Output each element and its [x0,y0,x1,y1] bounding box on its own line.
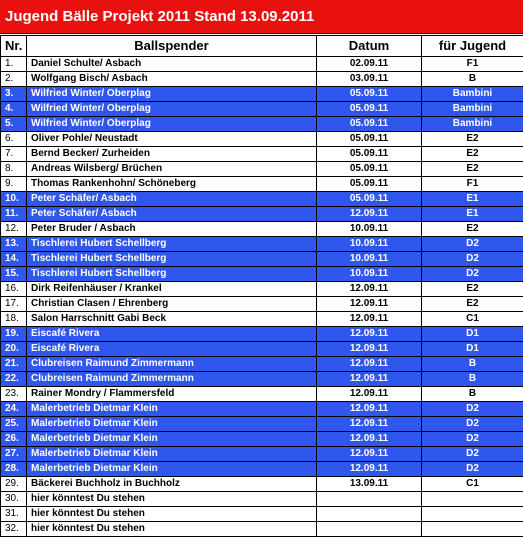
cell-ballspender[interactable]: Wilfried Winter/ Oberplag [27,87,317,102]
cell-jugend[interactable]: F1 [422,57,523,72]
cell-ballspender[interactable]: Daniel Schulte/ Asbach [27,57,317,72]
cell-datum[interactable]: 05.09.11 [317,147,422,162]
cell-datum[interactable]: 10.09.11 [317,252,422,267]
cell-jugend[interactable]: E2 [422,222,523,237]
cell-ballspender[interactable]: hier könntest Du stehen [27,522,317,537]
table-body [1,57,523,537]
cell-datum[interactable]: 12.09.11 [317,342,422,357]
cell-jugend[interactable]: Bambini [422,87,523,102]
table-row[interactable] [1,297,523,312]
cell-jugend[interactable]: D2 [422,237,523,252]
cell-nr[interactable]: 5. [1,117,27,132]
cell-datum[interactable]: 10.09.11 [317,222,422,237]
table-row[interactable] [1,87,523,102]
cell-ballspender[interactable]: Peter Bruder / Asbach [27,222,317,237]
cell-ballspender[interactable]: Salon Harrschnitt Gabi Beck [27,312,317,327]
cell-jugend[interactable] [422,492,523,507]
cell-nr[interactable]: 10. [1,192,27,207]
table-row[interactable] [1,192,523,207]
cell-datum[interactable]: 05.09.11 [317,162,422,177]
table-row[interactable] [1,147,523,162]
cell-jugend[interactable]: D2 [422,267,523,282]
cell-nr[interactable]: 18. [1,312,27,327]
cell-jugend[interactable]: Bambini [422,102,523,117]
cell-nr[interactable]: 16. [1,282,27,297]
cell-datum[interactable]: 12.09.11 [317,417,422,432]
table-row[interactable] [1,237,523,252]
cell-ballspender[interactable]: Andreas Wilsberg/ Brüchen [27,162,317,177]
cell-ballspender[interactable]: Eiscafé Rivera [27,327,317,342]
cell-datum[interactable] [317,522,422,537]
cell-jugend[interactable]: B [422,72,523,87]
cell-nr[interactable]: 30. [1,492,27,507]
cell-nr[interactable]: 31. [1,507,27,522]
table-row[interactable] [1,402,523,417]
cell-ballspender[interactable]: Eiscafé Rivera [27,342,317,357]
cell-ballspender[interactable]: Tischlerei Hubert Schellberg [27,267,317,282]
table-row[interactable] [1,342,523,357]
cell-ballspender[interactable]: Clubreisen Raimund Zimmermann [27,357,317,372]
cell-ballspender[interactable]: Clubreisen Raimund Zimmermann [27,372,317,387]
cell-jugend[interactable]: B [422,357,523,372]
table-row[interactable] [1,327,523,342]
cell-nr[interactable]: 22. [1,372,27,387]
cell-ballspender[interactable]: Peter Schäfer/ Asbach [27,207,317,222]
cell-datum[interactable]: 10.09.11 [317,267,422,282]
cell-ballspender[interactable]: Thomas Rankenhohn/ Schöneberg [27,177,317,192]
cell-datum[interactable]: 12.09.11 [317,387,422,402]
cell-jugend[interactable]: D2 [422,447,523,462]
cell-jugend[interactable]: D1 [422,342,523,357]
cell-nr[interactable]: 26. [1,432,27,447]
cell-nr[interactable]: 11. [1,207,27,222]
cell-nr[interactable]: 2. [1,72,27,87]
header-datum[interactable]: Datum [317,36,422,57]
cell-jugend[interactable]: D1 [422,327,523,342]
table-row[interactable] [1,207,523,222]
table-row[interactable] [1,267,523,282]
cell-datum[interactable]: 12.09.11 [317,297,422,312]
cell-nr[interactable]: 19. [1,327,27,342]
cell-ballspender[interactable]: Rainer Mondry / Flammersfeld [27,387,317,402]
cell-nr[interactable]: 8. [1,162,27,177]
cell-jugend[interactable]: D2 [422,402,523,417]
cell-jugend[interactable]: D2 [422,432,523,447]
cell-datum[interactable]: 12.09.11 [317,207,422,222]
cell-jugend[interactable]: B [422,372,523,387]
table-row[interactable] [1,177,523,192]
cell-jugend[interactable]: E2 [422,147,523,162]
cell-ballspender[interactable]: hier könntest Du stehen [27,492,317,507]
cell-jugend[interactable]: E2 [422,282,523,297]
cell-datum[interactable] [317,507,422,522]
cell-datum[interactable]: 12.09.11 [317,327,422,342]
table-row[interactable] [1,417,523,432]
cell-datum[interactable]: 05.09.11 [317,102,422,117]
table-row[interactable] [1,492,523,507]
cell-datum[interactable] [317,492,422,507]
cell-jugend[interactable] [422,507,523,522]
cell-nr[interactable]: 13. [1,237,27,252]
cell-ballspender[interactable]: Bernd Becker/ Zurheiden [27,147,317,162]
cell-nr[interactable]: 24. [1,402,27,417]
cell-nr[interactable]: 12. [1,222,27,237]
cell-datum[interactable]: 05.09.11 [317,117,422,132]
cell-ballspender[interactable]: Bäckerei Buchholz in Buchholz [27,477,317,492]
cell-ballspender[interactable]: Tischlerei Hubert Schellberg [27,237,317,252]
cell-jugend[interactable]: C1 [422,477,523,492]
cell-nr[interactable]: 27. [1,447,27,462]
donor-table [0,35,523,537]
cell-datum[interactable]: 12.09.11 [317,282,422,297]
cell-datum[interactable]: 05.09.11 [317,177,422,192]
cell-nr[interactable]: 20. [1,342,27,357]
table-row[interactable] [1,132,523,147]
table-row[interactable] [1,312,523,327]
cell-nr[interactable]: 32. [1,522,27,537]
table-row[interactable] [1,387,523,402]
cell-ballspender[interactable]: hier könntest Du stehen [27,507,317,522]
table-row[interactable] [1,462,523,477]
cell-jugend[interactable]: E1 [422,207,523,222]
cell-ballspender[interactable]: Wolfgang Bisch/ Asbach [27,72,317,87]
cell-jugend[interactable]: E2 [422,162,523,177]
cell-ballspender[interactable]: Malerbetrieb Dietmar Klein [27,462,317,477]
cell-nr[interactable]: 21. [1,357,27,372]
cell-ballspender[interactable]: Wilfried Winter/ Oberplag [27,102,317,117]
cell-ballspender[interactable]: Wilfried Winter/ Oberplag [27,117,317,132]
table-row[interactable] [1,507,523,522]
cell-datum[interactable]: 10.09.11 [317,237,422,252]
table-row[interactable] [1,522,523,537]
cell-ballspender[interactable]: Peter Schäfer/ Asbach [27,192,317,207]
cell-ballspender[interactable]: Dirk Reifenhäuser / Krankel [27,282,317,297]
cell-nr[interactable]: 25. [1,417,27,432]
cell-datum[interactable]: 12.09.11 [317,372,422,387]
table-row[interactable] [1,222,523,237]
header-row [1,36,523,57]
cell-datum[interactable]: 12.09.11 [317,312,422,327]
cell-nr[interactable]: 9. [1,177,27,192]
cell-ballspender[interactable]: Malerbetrieb Dietmar Klein [27,432,317,447]
cell-nr[interactable]: 4. [1,102,27,117]
cell-nr[interactable]: 14. [1,252,27,267]
table-row[interactable] [1,72,523,87]
cell-nr[interactable]: 6. [1,132,27,147]
cell-datum[interactable]: 03.09.11 [317,72,422,87]
cell-ballspender[interactable]: Malerbetrieb Dietmar Klein [27,402,317,417]
table-row[interactable] [1,432,523,447]
cell-jugend[interactable]: E1 [422,192,523,207]
table-row[interactable] [1,357,523,372]
cell-jugend[interactable]: D2 [422,417,523,432]
cell-datum[interactable]: 12.09.11 [317,462,422,477]
cell-jugend[interactable]: C1 [422,312,523,327]
cell-ballspender[interactable]: Oliver Pohle/ Neustadt [27,132,317,147]
cell-nr[interactable]: 28. [1,462,27,477]
cell-ballspender[interactable]: Malerbetrieb Dietmar Klein [27,417,317,432]
cell-datum[interactable]: 12.09.11 [317,402,422,417]
cell-datum[interactable]: 12.09.11 [317,447,422,462]
cell-jugend[interactable]: B [422,387,523,402]
cell-datum[interactable]: 05.09.11 [317,192,422,207]
header-jugend[interactable]: für Jugend [422,36,523,57]
table-row[interactable] [1,117,523,132]
cell-nr[interactable]: 17. [1,297,27,312]
cell-datum[interactable]: 13.09.11 [317,477,422,492]
cell-ballspender[interactable]: Tischlerei Hubert Schellberg [27,252,317,267]
cell-jugend[interactable] [422,522,523,537]
cell-jugend[interactable]: F1 [422,177,523,192]
cell-jugend[interactable]: Bambini [422,117,523,132]
table-row[interactable] [1,252,523,267]
cell-nr[interactable]: 7. [1,147,27,162]
cell-jugend[interactable]: E2 [422,297,523,312]
cell-ballspender[interactable]: Christian Clasen / Ehrenberg [27,297,317,312]
table-row[interactable] [1,477,523,492]
cell-nr[interactable]: 3. [1,87,27,102]
header-ballspender[interactable]: Ballspender [27,36,317,57]
table-row[interactable] [1,447,523,462]
cell-nr[interactable]: 1. [1,57,27,72]
header-nr[interactable]: Nr. [1,36,27,57]
cell-datum[interactable]: 12.09.11 [317,432,422,447]
table-row[interactable] [1,282,523,297]
table-row[interactable] [1,57,523,72]
cell-nr[interactable]: 23. [1,387,27,402]
cell-jugend[interactable]: E2 [422,132,523,147]
table-row[interactable] [1,102,523,117]
cell-jugend[interactable]: D2 [422,252,523,267]
cell-nr[interactable]: 29. [1,477,27,492]
sheet-title: Jugend Bälle Projekt 2011 Stand 13.09.2011 [0,0,523,34]
cell-jugend[interactable]: D2 [422,462,523,477]
cell-datum[interactable]: 05.09.11 [317,132,422,147]
cell-datum[interactable]: 12.09.11 [317,357,422,372]
cell-ballspender[interactable]: Malerbetrieb Dietmar Klein [27,447,317,462]
cell-datum[interactable]: 02.09.11 [317,57,422,72]
cell-datum[interactable]: 05.09.11 [317,87,422,102]
cell-nr[interactable]: 15. [1,267,27,282]
table-row[interactable] [1,372,523,387]
table-row[interactable] [1,162,523,177]
